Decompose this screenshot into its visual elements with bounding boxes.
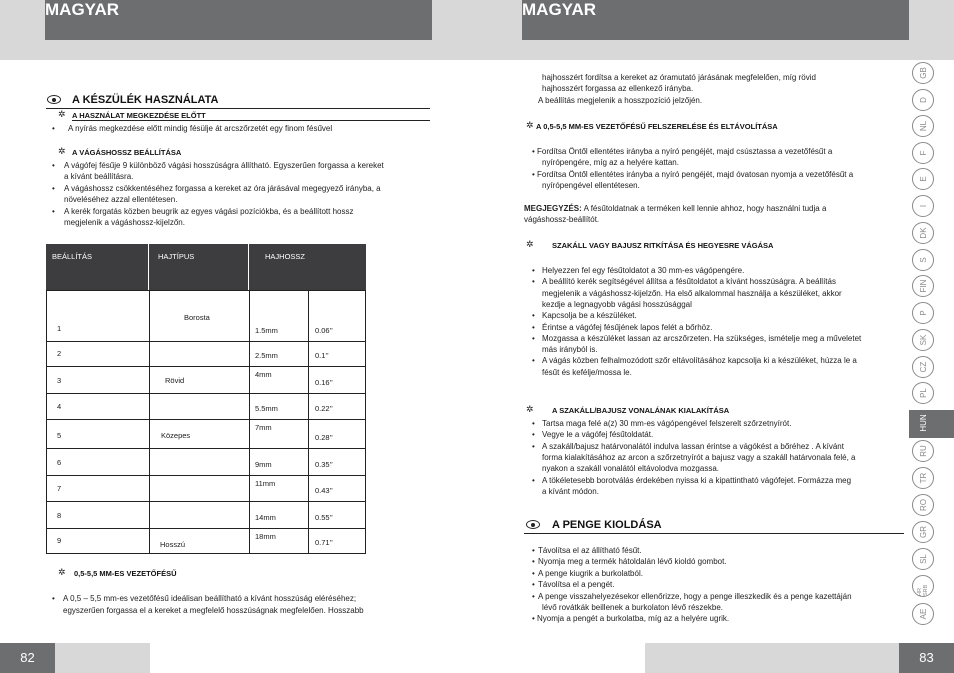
list-item-line: megjelenik a vágáshossz-kijelzőn. Ha első alkalommal használja a készüléket, akkor: [542, 288, 842, 298]
list-item-line: Tartsa maga felé a(z) 30 mm-es vágópengével felszerelt szőrzetnyírót.: [542, 419, 792, 428]
list-item-line: A szakáll/bajusz határvonalától indulva lassan érintse a vágókést a bőréhez . A kívánt: [542, 441, 844, 451]
list-item-line: Mozgassa a készüléket lassan az arcszőrzeten. Ha szükséges, ismételje meg a műveletet: [542, 333, 862, 343]
list-item-line: kezdje a legnagyobb vágási hosszúsággal: [542, 299, 692, 309]
subheading-fit-remove: A 0,5-5,5 MM-ES VEZETŐFÉSŰ FELSZERELÉSE ÉS ELTÁVOLÍTÁSA: [536, 122, 778, 131]
language-tab-cz[interactable]: CZ: [912, 356, 934, 378]
right-page-number: 83: [899, 643, 954, 673]
note: [524, 203, 826, 215]
list-item-line: Kapcsolja be a készüléket.: [542, 311, 637, 321]
bullet: •: [532, 333, 535, 343]
language-tab-sk[interactable]: SK: [912, 329, 934, 351]
table-cell-length-mm: 11mm: [255, 479, 276, 488]
list-item-line: megjelenik a vágáshossz-kijelzőn.: [64, 218, 185, 227]
note-label: MEGJEGYZÉS:: [524, 204, 582, 213]
bullet: •: [532, 322, 535, 332]
subheading-before-use: A HASZNÁLAT MEGKEZDÉSE ELŐTT: [72, 111, 206, 120]
language-tab-dk[interactable]: DK: [912, 222, 934, 244]
list-item-line: növeléséhez azzal ellentétesen.: [64, 195, 178, 204]
language-tab-d[interactable]: D: [912, 89, 934, 111]
table-cell-setting: 3: [57, 376, 62, 385]
language-tab-i[interactable]: I: [912, 195, 934, 217]
note-line: vágáshossz-beállítót.: [524, 215, 600, 224]
language-tab-hr-srb[interactable]: HR SRB: [912, 575, 934, 597]
table-header-setting: BEÁLLÍTÁS: [52, 252, 93, 261]
list-item-line: Helyezzen fel egy fésűtoldatot a 30 mm-es vágópengére.: [542, 266, 745, 275]
list-item-line: A vágáshossz csökkentéséhez forgassa a kereket az óra járásával megegyező irányba, a: [64, 184, 381, 193]
gear-icon: ✲: [526, 239, 534, 249]
gear-icon: ✲: [526, 120, 534, 130]
text-line: A 0,5 – 5,5 mm-es vezetőfésű ideálisan beállítható a kívánt hosszúság eléréséhez;: [63, 594, 357, 603]
list-item-line: más irányból is.: [542, 345, 598, 355]
list-item-line: nyírópengére, míg az a helyére kattan.: [542, 158, 679, 167]
table-cell-length-mm: 7mm: [255, 423, 272, 432]
table-cell-hair-type: Közepes: [161, 431, 191, 440]
table-cell-length-mm: 18mm: [255, 532, 276, 541]
table-cell-setting: 1: [57, 324, 62, 333]
table-cell-setting: 6: [57, 458, 62, 467]
gear-icon: ✲: [58, 146, 66, 156]
list-item-line: A penge kiugrik a burkolatból.: [538, 568, 643, 578]
language-tab-tr[interactable]: TR: [912, 467, 934, 489]
list-item-line: nyírópengével ellentétesen.: [542, 181, 640, 190]
gear-icon: ✲: [526, 404, 534, 414]
bullet: •: [52, 594, 55, 603]
language-tab-f[interactable]: F: [912, 142, 934, 164]
list-item-line: A vágófej fésűje 9 különböző vágási hosszúságra állítható. Egyszerűen forgassa a kereket: [64, 161, 384, 170]
table-cell-length-mm: 2.5mm: [255, 351, 278, 360]
language-tab-hun[interactable]: HUN: [912, 412, 934, 434]
language-tab-s[interactable]: S: [912, 249, 934, 271]
list-item-line: Távolítsa el a pengét.: [538, 580, 615, 590]
left-page-number: 82: [0, 643, 55, 673]
list-item-line: Fordítsa Öntől ellentétes irányba a nyíró pengéjét, majd óvatosan nyomja a vezetőfésűt a: [537, 170, 854, 179]
table-cell-length-inch: 0.55’’: [315, 513, 333, 522]
table-cell-setting: 4: [57, 402, 62, 411]
subheading-thinning: SZAKÁLL VAGY BAJUSZ RITKÍTÁSA ÉS HEGYESRE VÁGÁSA: [552, 241, 774, 250]
table-header-hair-length: HAJHOSSZ: [265, 252, 306, 261]
eye-icon: [47, 95, 61, 104]
bullet: •: [532, 546, 535, 555]
text-line: A beállítás megjelenik a hosszpozíció jelzőjén.: [538, 96, 703, 105]
language-tab-p[interactable]: P: [912, 302, 934, 324]
list-item-line: A kerék forgatás közben beugrik az egyes vágási pozíciókba, és a beállított hossz: [64, 207, 354, 216]
table-row-divider: [47, 341, 365, 342]
table-header: [46, 244, 366, 290]
table-cell-length-inch: 0.16’’: [315, 378, 333, 387]
bullet: •: [532, 591, 535, 601]
table-cell-length-inch: 0.43’’: [315, 486, 333, 495]
table-cell-length-inch: 0.22’’: [315, 404, 333, 413]
bullet: •: [52, 124, 55, 133]
list-item-line: fésűt és kefélje/mossa le.: [542, 367, 632, 377]
bullet: •: [52, 184, 55, 193]
gear-icon: ✲: [58, 567, 66, 577]
table-cell-setting: 8: [57, 511, 62, 520]
table-cell-length-inch: 0.71’’: [315, 538, 333, 547]
table-row-divider: [47, 448, 365, 449]
list-item-line: forma kialakításához az arcon a szőrzetnyírót a bajusz vagy a szakáll határvonala felé, a: [542, 452, 856, 462]
table-cell-setting: 9: [57, 536, 62, 545]
table-row-divider: [47, 419, 365, 420]
right-header-title: MAGYAR: [522, 0, 596, 19]
subheading-cut-length: A VÁGÁSHOSSZ BEÁLLÍTÁSA: [72, 148, 182, 157]
bullet: •: [532, 356, 535, 366]
bullet: •: [532, 475, 535, 485]
table-row-divider: [47, 528, 365, 529]
table-cell-length-inch: 0.06’’: [315, 326, 333, 335]
divider: [46, 108, 430, 109]
table-row-divider: [47, 393, 365, 394]
bullet: •: [532, 311, 535, 321]
bullet: •: [532, 419, 535, 428]
table-cell-setting: 7: [57, 484, 62, 493]
table-cell-length-mm: 5.5mm: [255, 404, 278, 413]
text-line: hajhosszért forgassa az ellenkező irányba.: [542, 84, 694, 93]
bullet: •: [532, 614, 535, 624]
table-cell-hair-type: Rövid: [165, 376, 185, 385]
note-text: A fésűtoldatnak a terméken kell lennie ahhoz, hogy használni tudja a: [581, 204, 827, 213]
left-section-title: A KÉSZÜLÉK HASZNÁLATA: [72, 94, 219, 106]
gear-icon: ✲: [58, 109, 66, 119]
bullet: •: [532, 277, 535, 287]
language-tab-e[interactable]: E: [912, 168, 934, 190]
list-item-line: Érintse a vágófej fésűjének lapos felét a bőrhöz.: [542, 322, 713, 332]
table-cell-length-inch: 0.35’’: [315, 460, 333, 469]
divider: [524, 533, 904, 534]
table-cell-length-mm: 14mm: [255, 513, 276, 522]
table-row-divider: [47, 501, 365, 502]
right-header-bar: [522, 0, 909, 40]
table-cell-length-mm: 1.5mm: [255, 326, 278, 335]
subheading-beard-line: A SZAKÁLL/BAJUSZ VONALÁNAK KIALAKÍTÁSA: [552, 406, 730, 415]
language-tab-gb[interactable]: GB: [912, 62, 934, 84]
language-tab-ro[interactable]: RO: [912, 494, 934, 516]
table-cell-setting: 2: [57, 349, 62, 358]
list-item-line: a kívánt beállításra.: [64, 172, 134, 181]
bullet: •: [532, 557, 535, 567]
language-tab-ae[interactable]: AE: [912, 603, 934, 625]
text-line: hajhosszért fordítsa a kereket az óramutató járásának megfelelően, míg rövid: [542, 73, 816, 82]
table-row-divider: [47, 366, 365, 367]
settings-table: [46, 290, 366, 554]
bullet: •: [52, 207, 55, 216]
right-section-title: A PENGE KIOLDÁSA: [552, 519, 662, 531]
list-item-line: A beállító kerék segítségével állítsa a fésűtoldatot a kívánt hosszúságra. A beállítás: [542, 277, 836, 287]
list-item-line: Nyomja a pengét a burkolatba, míg az a helyére ugrik.: [537, 614, 730, 624]
table-row-divider: [47, 475, 365, 476]
language-tab-ru[interactable]: RU: [912, 440, 934, 462]
list-item-line: nyakon a szakáll vonalától eltávolodva mozgassa.: [542, 464, 719, 474]
list-item-line: Fordítsa Öntől ellentétes irányba a nyíró pengéjét, majd csúsztassa a vezetőfésűt a: [537, 147, 833, 156]
list-item-line: A penge visszahelyezésekor ellenőrizze, hogy a penge illeszkedik és a penge kazettáján: [538, 591, 852, 601]
bullet: •: [532, 147, 535, 156]
table-cell-hair-type: Borosta: [184, 313, 210, 322]
list-item-line: Vegye le a vágófej fésűtoldatát.: [542, 430, 654, 440]
list-item-line: a kívánt módon.: [542, 486, 599, 496]
language-tab-gr[interactable]: GR: [912, 521, 934, 543]
subheading-guide-comb: 0,5-5,5 MM-ES VEZETŐFÉSŰ: [74, 569, 177, 578]
language-tab-nl[interactable]: NL: [912, 115, 934, 137]
list-item-line: A vágás közben felhalmozódott szőr eltávolításához kapcsolja ki a készüléket, húzza le a: [542, 356, 857, 366]
left-header-title: MAGYAR: [45, 0, 119, 19]
bullet: •: [532, 441, 535, 451]
bullet: •: [52, 161, 55, 170]
bullet: •: [532, 430, 535, 440]
left-header-bar: [45, 0, 432, 40]
table-header-hair-type: HAJTÍPUS: [158, 252, 195, 261]
text-line: egyszerűen forgassa el a kereket a megfelelő hosszúságnak megfelelően. Hosszabb: [63, 606, 364, 615]
bullet: •: [532, 580, 535, 590]
divider: [72, 120, 430, 121]
list-item-line: Nyomja meg a termék hátoldalán lévő kioldó gombot.: [538, 557, 727, 567]
list-item-line: Távolítsa el az állítható fésűt.: [538, 546, 642, 555]
language-tab-pl[interactable]: PL: [912, 382, 934, 404]
bullet: •: [532, 568, 535, 578]
table-cell-hair-type: Hosszú: [160, 540, 186, 549]
table-cell-length-mm: 4mm: [255, 370, 272, 379]
table-cell-setting: 5: [57, 431, 62, 440]
list-item-line: A tökéletesebb borotválás érdekében nyissa ki a kipattintható vágófejet. Formázza meg: [542, 475, 852, 485]
bullet: •: [532, 170, 535, 179]
list-item: A nyírás megkezdése előtt mindig fésülje át arcszőrzetét egy finom fésűvel: [68, 124, 333, 133]
list-item-line: lévő rovátkák beillenek a burkolaton lévő részekbe.: [542, 603, 723, 612]
language-tab-sl[interactable]: SL: [912, 548, 934, 570]
table-cell-length-mm: 9mm: [255, 460, 272, 469]
eye-icon: [526, 520, 540, 529]
table-cell-length-inch: 0.28’’: [315, 433, 333, 442]
language-tab-fin[interactable]: FIN: [912, 275, 934, 297]
bullet: •: [532, 266, 535, 275]
table-cell-length-inch: 0.1’’: [315, 351, 329, 360]
